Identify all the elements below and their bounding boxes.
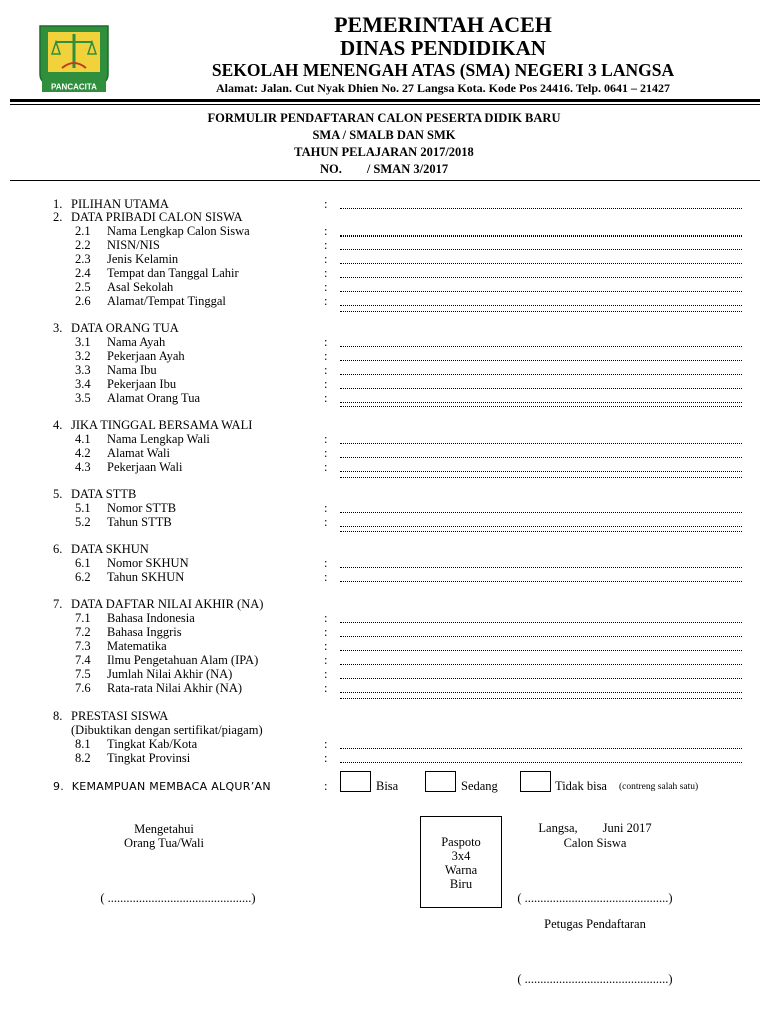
fill-in-line[interactable] xyxy=(340,208,742,209)
row-label: Nama Ibu xyxy=(107,363,157,377)
row-label: Nama Ayah xyxy=(107,335,166,349)
form-row xyxy=(0,197,768,211)
row-colon: : xyxy=(324,639,328,653)
school-address: Alamat: Jalan. Cut Nyak Dhien No. 27 Langsa Kota. Kode Pos 24416. Telp. 0641 – 21427 xyxy=(215,81,671,95)
row-label: Alamat Wali xyxy=(107,446,170,460)
row-colon: : xyxy=(324,224,328,238)
row-label: Bahasa Inggris xyxy=(107,625,182,639)
fill-in-line[interactable] xyxy=(340,388,742,389)
acknowledged-label: Mengetahui xyxy=(134,822,194,836)
row-label: Alamat/Tempat Tinggal xyxy=(107,294,226,308)
form-row xyxy=(0,723,768,737)
row-number: 4. xyxy=(53,418,63,432)
fill-in-line[interactable] xyxy=(340,277,742,278)
fill-in-line[interactable] xyxy=(340,512,742,513)
row-number: 8.2 xyxy=(75,751,91,765)
form-row xyxy=(0,709,768,723)
fill-in-line[interactable] xyxy=(340,402,742,403)
fill-in-line[interactable] xyxy=(340,622,742,623)
photo-box: Paspoto 3x4 Warna Biru xyxy=(420,816,502,908)
row-number: 7. xyxy=(53,597,63,611)
q9-colon: : xyxy=(324,779,328,793)
header-divider-thin xyxy=(10,104,760,105)
form-row xyxy=(0,515,768,529)
row-label: Tempat dan Tanggal Lahir xyxy=(107,266,239,280)
row-label: Alamat Orang Tua xyxy=(107,391,201,405)
row-colon: : xyxy=(324,266,328,280)
form-row xyxy=(0,487,768,501)
row-number: 4.2 xyxy=(75,446,91,460)
row-label: Matematika xyxy=(107,639,167,653)
officer-signature-line[interactable]: ( ..............................................) xyxy=(517,972,673,986)
candidate-label: Calon Siswa xyxy=(563,836,627,850)
fill-in-line[interactable] xyxy=(340,678,742,679)
officer-label: Petugas Pendaftaran xyxy=(544,917,646,931)
row-label: Pekerjaan Ayah xyxy=(107,349,185,363)
continuation-line[interactable] xyxy=(340,236,742,237)
row-number: 2.6 xyxy=(75,294,91,308)
form-row xyxy=(0,418,768,432)
form-row xyxy=(0,653,768,667)
form-row xyxy=(0,210,768,224)
row-colon: : xyxy=(324,515,328,529)
form-row xyxy=(0,446,768,460)
form-row xyxy=(0,238,768,252)
row-number: 7.6 xyxy=(75,681,91,695)
form-row xyxy=(0,597,768,611)
fill-in-line[interactable] xyxy=(340,443,742,444)
form-title: FORMULIR PENDAFTARAN CALON PESERTA DIDIK BARU xyxy=(207,111,561,125)
option-tidak-bisa-label: Tidak bisa xyxy=(555,779,607,793)
row-colon: : xyxy=(324,625,328,639)
row-number: 4.1 xyxy=(75,432,91,446)
form-row xyxy=(0,363,768,377)
fill-in-line[interactable] xyxy=(340,360,742,361)
checkbox-sedang[interactable] xyxy=(425,771,456,792)
row-colon: : xyxy=(324,432,328,446)
row-number: 2.4 xyxy=(75,266,91,280)
form-row xyxy=(0,625,768,639)
row-number: 3.1 xyxy=(75,335,91,349)
form-row xyxy=(0,377,768,391)
row-number: 5.2 xyxy=(75,515,91,529)
row-label: Jumlah Nilai Akhir (NA) xyxy=(107,667,233,681)
title-divider xyxy=(10,180,760,181)
continuation-line[interactable] xyxy=(340,477,742,478)
row-colon: : xyxy=(324,377,328,391)
row-number: 7.1 xyxy=(75,611,91,625)
parent-guardian-label: Orang Tua/Wali xyxy=(124,836,204,850)
department-name: DINAS PENDIDIKAN xyxy=(340,36,546,60)
row-number: 7.4 xyxy=(75,653,91,667)
fill-in-line[interactable] xyxy=(340,457,742,458)
row-number: 7.2 xyxy=(75,625,91,639)
row-number: 7.5 xyxy=(75,667,91,681)
checkbox-bisa[interactable] xyxy=(340,771,371,792)
form-row xyxy=(0,570,768,584)
q9-label: 9. KEMAMPUAN MEMBACA ALQUR’AN xyxy=(53,780,271,793)
form-row xyxy=(0,667,768,681)
row-colon: : xyxy=(324,751,328,765)
row-colon: : xyxy=(324,280,328,294)
row-colon: : xyxy=(324,252,328,266)
row-number: 2.3 xyxy=(75,252,91,266)
fill-in-line[interactable] xyxy=(340,567,742,568)
row-number: 6.1 xyxy=(75,556,91,570)
row-number: 6. xyxy=(53,542,63,556)
fill-in-line[interactable] xyxy=(340,374,742,375)
continuation-line[interactable] xyxy=(340,406,742,407)
fill-in-line[interactable] xyxy=(340,748,742,749)
row-number: 8.1 xyxy=(75,737,91,751)
row-colon: : xyxy=(324,667,328,681)
option-bisa-label: Bisa xyxy=(376,779,399,793)
fill-in-line[interactable] xyxy=(340,305,742,306)
row-colon: : xyxy=(324,611,328,625)
parent-signature-line[interactable]: ( ..............................................) xyxy=(100,891,256,905)
option-sedang-label: Sedang xyxy=(461,779,498,793)
form-row xyxy=(0,556,768,570)
row-colon: : xyxy=(324,737,328,751)
option-note: (contreng salah satu) xyxy=(619,782,699,792)
row-colon: : xyxy=(324,197,328,211)
row-label: PILIHAN UTAMA xyxy=(71,197,169,211)
fill-in-line[interactable] xyxy=(340,526,742,527)
fill-in-line[interactable] xyxy=(340,664,742,665)
row-label: Pekerjaan Ibu xyxy=(107,377,177,391)
row-colon: : xyxy=(324,391,328,405)
candidate-signature-line[interactable]: ( ..............................................) xyxy=(517,891,673,905)
row-label: Ilmu Pengetahuan Alam (IPA) xyxy=(107,653,259,667)
row-label: Nama Lengkap Wali xyxy=(107,432,210,446)
row-label: Tahun STTB xyxy=(107,515,172,529)
form-row xyxy=(0,266,768,280)
row-number: 2.5 xyxy=(75,280,91,294)
row-number: 3.4 xyxy=(75,377,91,391)
row-label: JIKA TINGGAL BERSAMA WALI xyxy=(71,418,253,432)
fill-in-line[interactable] xyxy=(340,636,742,637)
form-row xyxy=(0,542,768,556)
form-row xyxy=(0,252,768,266)
form-row xyxy=(0,639,768,653)
row-number: 3. xyxy=(53,321,63,335)
checkbox-tidak-bisa[interactable] xyxy=(520,771,551,792)
fill-in-line[interactable] xyxy=(340,346,742,347)
row-colon: : xyxy=(324,446,328,460)
row-label: DATA PRIBADI CALON SISWA xyxy=(71,210,243,224)
fill-in-line[interactable] xyxy=(340,471,742,472)
row-label: Tingkat Kab/Kota xyxy=(107,737,198,751)
row-label: Pekerjaan Wali xyxy=(107,460,183,474)
row-label: NISN/NIS xyxy=(107,238,160,252)
row-label: Jenis Kelamin xyxy=(107,252,179,266)
row-label: DATA DAFTAR NILAI AKHIR (NA) xyxy=(71,597,264,611)
form-row xyxy=(0,349,768,363)
row-colon: : xyxy=(324,570,328,584)
row-label: Tingkat Provinsi xyxy=(107,751,191,765)
form-row xyxy=(0,737,768,751)
fill-in-line[interactable] xyxy=(340,650,742,651)
fill-in-line[interactable] xyxy=(340,291,742,292)
form-row xyxy=(0,611,768,625)
row-number: 2. xyxy=(53,210,63,224)
row-number: 6.2 xyxy=(75,570,91,584)
fill-in-line[interactable] xyxy=(340,263,742,264)
row-label: Bahasa Indonesia xyxy=(107,611,195,625)
form-row xyxy=(0,321,768,335)
row-label: Nomor SKHUN xyxy=(107,556,189,570)
gov-name: PEMERINTAH ACEH xyxy=(334,12,552,37)
school-name: SEKOLAH MENENGAH ATAS (SMA) NEGERI 3 LANGSA xyxy=(211,60,675,80)
row-number: 5.1 xyxy=(75,501,91,515)
place-date: Langsa, Juni 2017 xyxy=(538,821,652,835)
fill-in-line[interactable] xyxy=(340,692,742,693)
row-label: (Dibuktikan dengan sertifikat/piagam) xyxy=(71,723,263,737)
row-label: Asal Sekolah xyxy=(107,280,174,294)
row-label: PRESTASI SISWA xyxy=(71,709,169,723)
row-number: 3.2 xyxy=(75,349,91,363)
form-row xyxy=(0,391,768,405)
svg-text:PANCACITA: PANCACITA xyxy=(51,82,97,92)
form-row xyxy=(0,460,768,474)
row-colon: : xyxy=(324,238,328,252)
row-number: 3.5 xyxy=(75,391,91,405)
continuation-line[interactable] xyxy=(340,311,742,312)
form-row xyxy=(0,335,768,349)
row-number: 7.3 xyxy=(75,639,91,653)
row-number: 2.1 xyxy=(75,224,91,238)
row-label: Tahun SKHUN xyxy=(107,570,185,584)
form-row xyxy=(0,501,768,515)
row-label: Nama Lengkap Calon Siswa xyxy=(107,224,250,238)
row-colon: : xyxy=(324,501,328,515)
fill-in-line[interactable] xyxy=(340,762,742,763)
row-number: 3.3 xyxy=(75,363,91,377)
row-label: DATA SKHUN xyxy=(71,542,149,556)
academic-year: TAHUN PELAJARAN 2017/2018 xyxy=(294,145,474,159)
form-row xyxy=(0,751,768,765)
form-row xyxy=(0,432,768,446)
row-number: 2.2 xyxy=(75,238,91,252)
row-colon: : xyxy=(324,653,328,667)
row-number: 5. xyxy=(53,487,63,501)
row-colon: : xyxy=(324,681,328,695)
pancacita-logo xyxy=(34,22,114,94)
row-colon: : xyxy=(324,349,328,363)
continuation-line[interactable] xyxy=(340,698,742,699)
form-row xyxy=(0,681,768,695)
fill-in-line[interactable] xyxy=(340,249,742,250)
row-colon: : xyxy=(324,556,328,570)
row-label: DATA STTB xyxy=(71,487,137,501)
row-colon: : xyxy=(324,460,328,474)
form-row xyxy=(0,280,768,294)
row-number: 1. xyxy=(53,197,63,211)
continuation-line[interactable] xyxy=(340,531,742,532)
row-colon: : xyxy=(324,294,328,308)
fill-in-line[interactable] xyxy=(340,581,742,582)
row-colon: : xyxy=(324,363,328,377)
row-label: DATA ORANG TUA xyxy=(71,321,179,335)
row-label: Nomor STTB xyxy=(107,501,177,515)
form-number: NO. / SMAN 3/2017 xyxy=(319,162,449,176)
row-number: 8. xyxy=(53,709,63,723)
header-divider-thick xyxy=(10,99,760,102)
row-label: Rata-rata Nilai Akhir (NA) xyxy=(107,681,243,695)
form-row xyxy=(0,294,768,308)
row-number: 4.3 xyxy=(75,460,91,474)
row-colon: : xyxy=(324,335,328,349)
form-subtitle: SMA / SMALB DAN SMK xyxy=(312,128,456,142)
